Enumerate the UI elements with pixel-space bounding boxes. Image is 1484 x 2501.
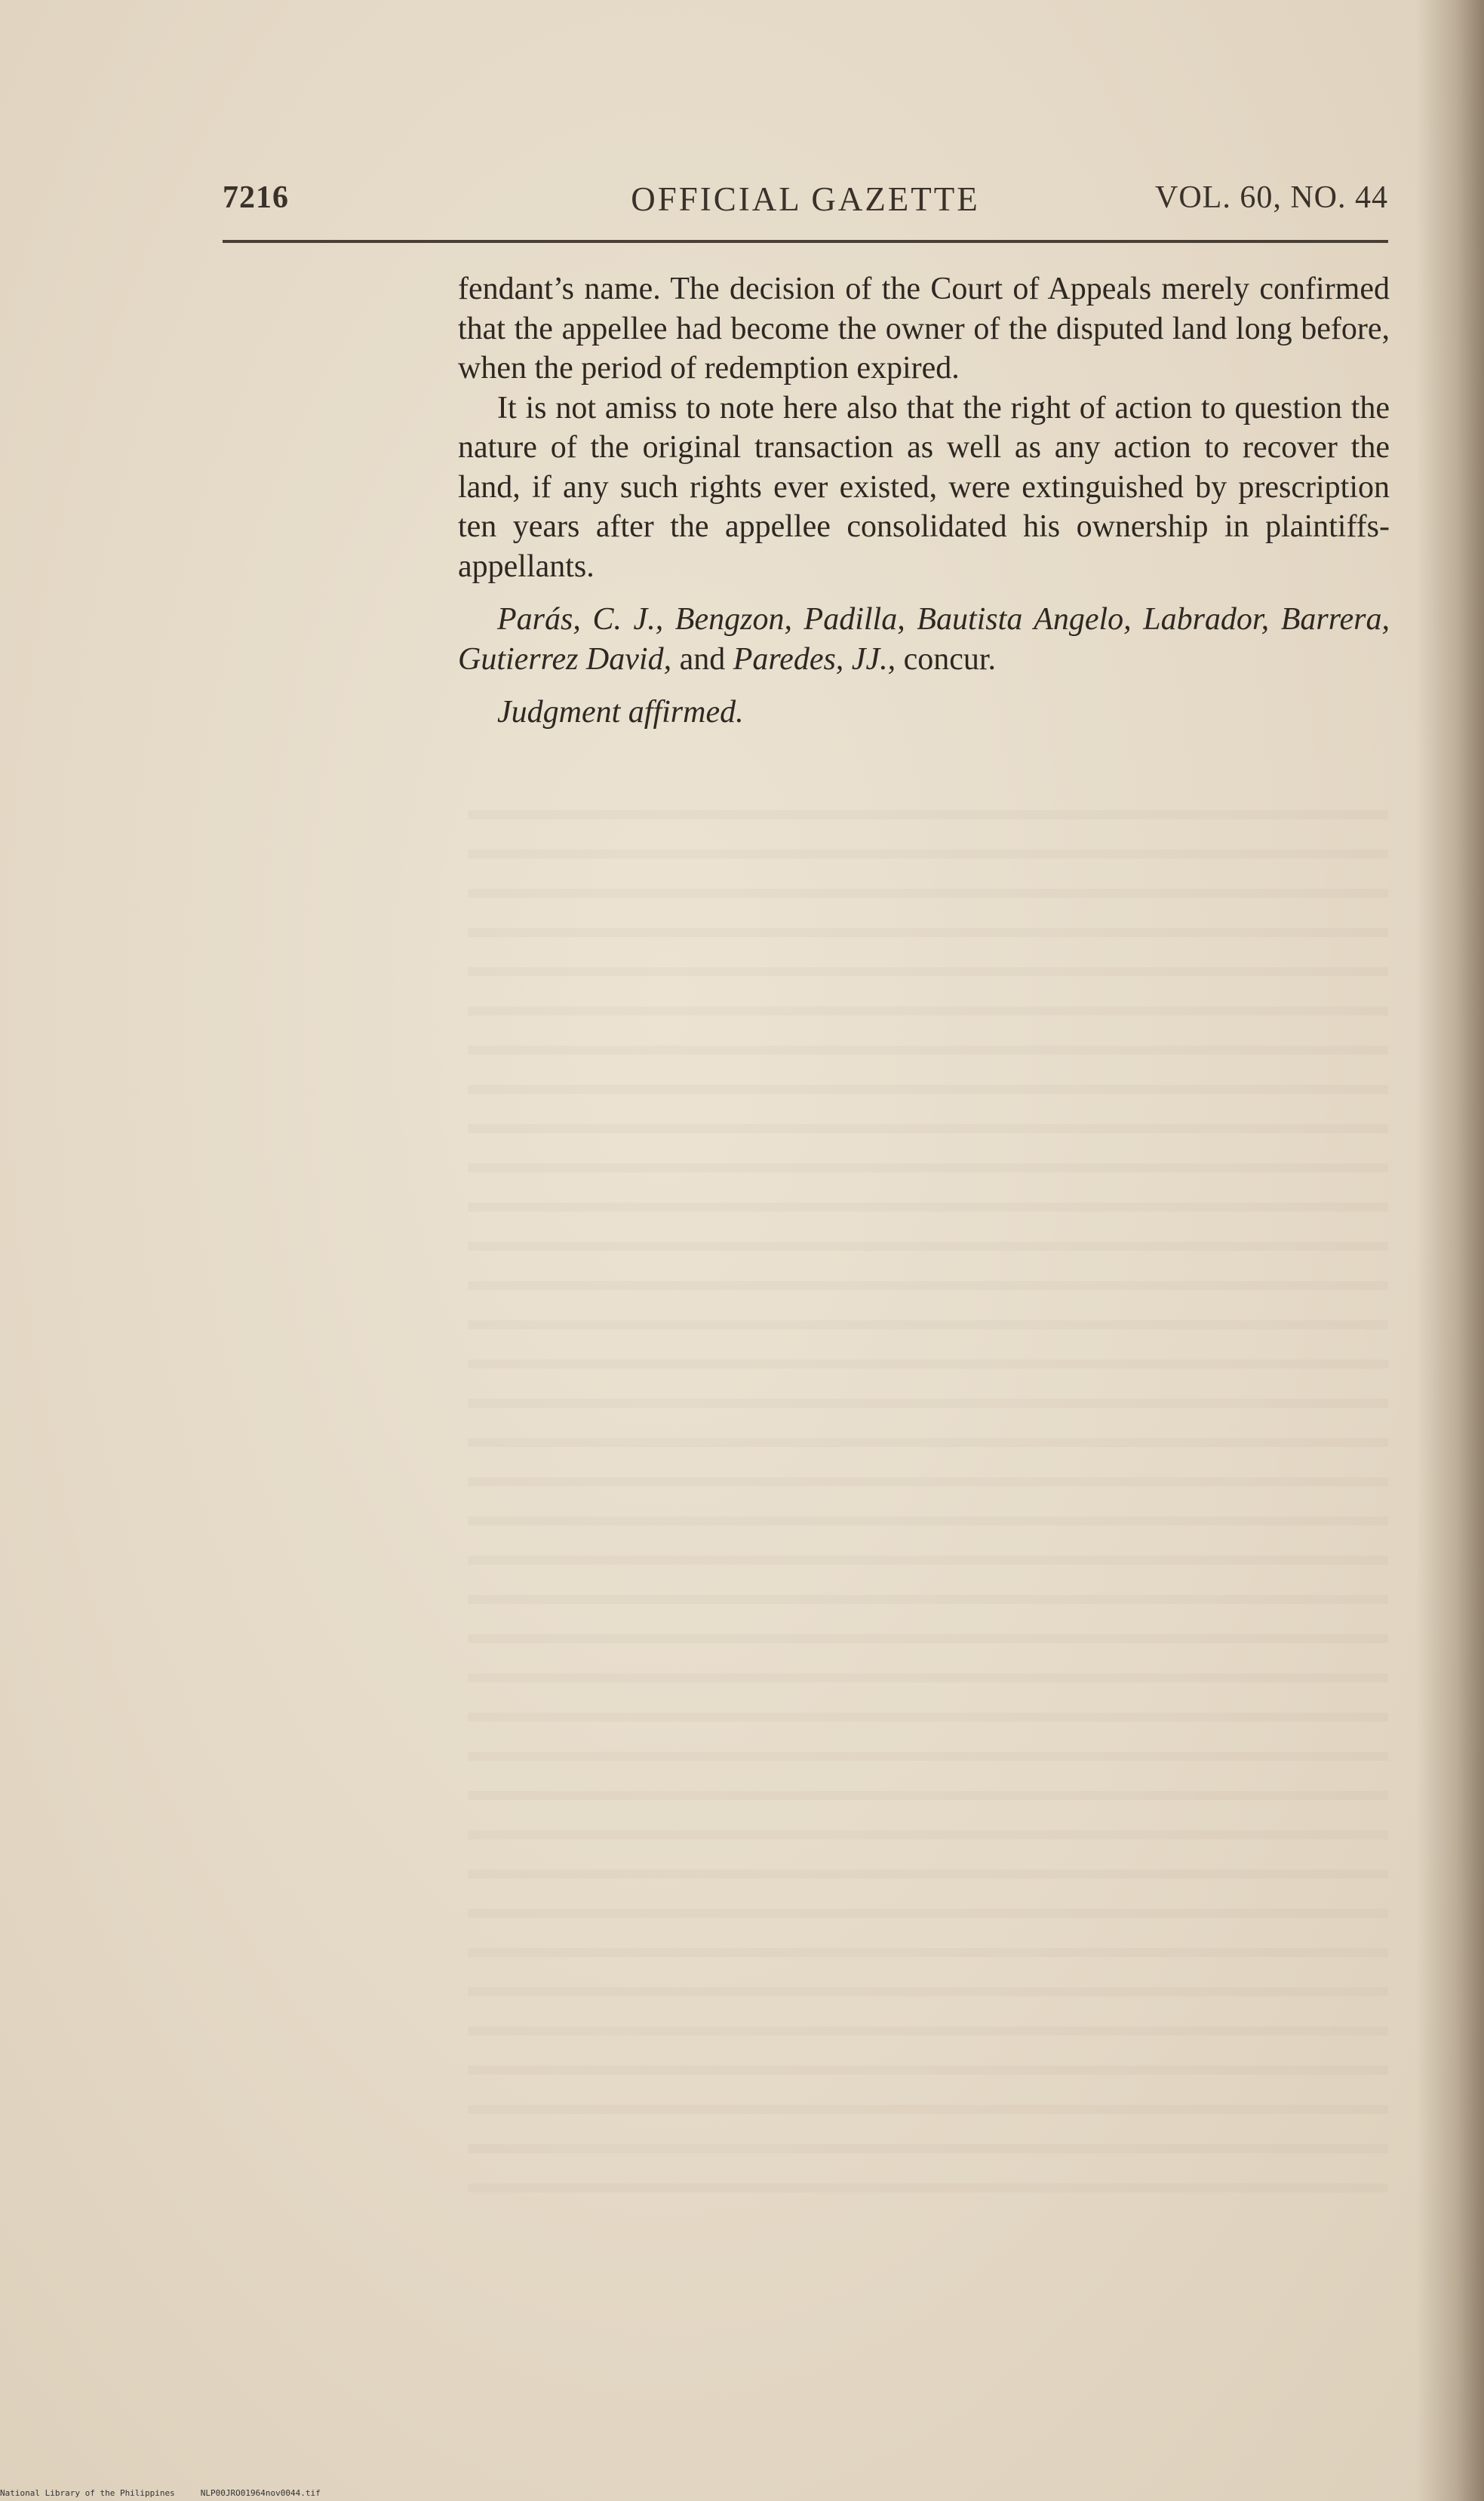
- page-edge-shadow: [1416, 0, 1484, 2501]
- scan-filename: NLP00JRO01964nov0044.tif: [200, 2488, 321, 2498]
- decision-text: [458, 269, 1390, 733]
- header-rule: [223, 240, 1388, 243]
- page-number: 7216: [223, 180, 289, 215]
- library-name: National Library of the Philippines: [0, 2488, 175, 2498]
- judgment-line: Judgment affirmed.: [497, 695, 744, 730]
- publication-title: OFFICIAL GAZETTE: [631, 180, 980, 218]
- concurring-justices: Parás, C. J., Bengzon, Padilla, Bautista Angelo, Labrador, Barrera, Gutierrez David,: [458, 602, 1390, 677]
- concur-word: concur.: [896, 641, 997, 677]
- page-header: [223, 180, 1388, 225]
- concurring-justice-last: Paredes, JJ.,: [733, 641, 896, 677]
- paragraph-1: fendant’s name. The decision of the Court of Appeals merely confirmed that the appellee had become the owner of the disputed land long before, when the period of redemption expired.: [458, 272, 1390, 386]
- scan-footer: [0, 2488, 528, 2498]
- paragraph-2: It is not amiss to note here also that the right of action to question the nature of the original transaction as well as any action to recover the land, if any such rights ever existed, were extinguished by prescription ten years after the appellee consolidated his ownership in plaintiffs-appellants.: [458, 390, 1390, 584]
- volume-number: VOL. 60, NO. 44: [1155, 180, 1388, 215]
- bleed-through-text: [468, 785, 1388, 2218]
- concur-and: and: [671, 641, 733, 677]
- concurrence-line: [458, 600, 1390, 679]
